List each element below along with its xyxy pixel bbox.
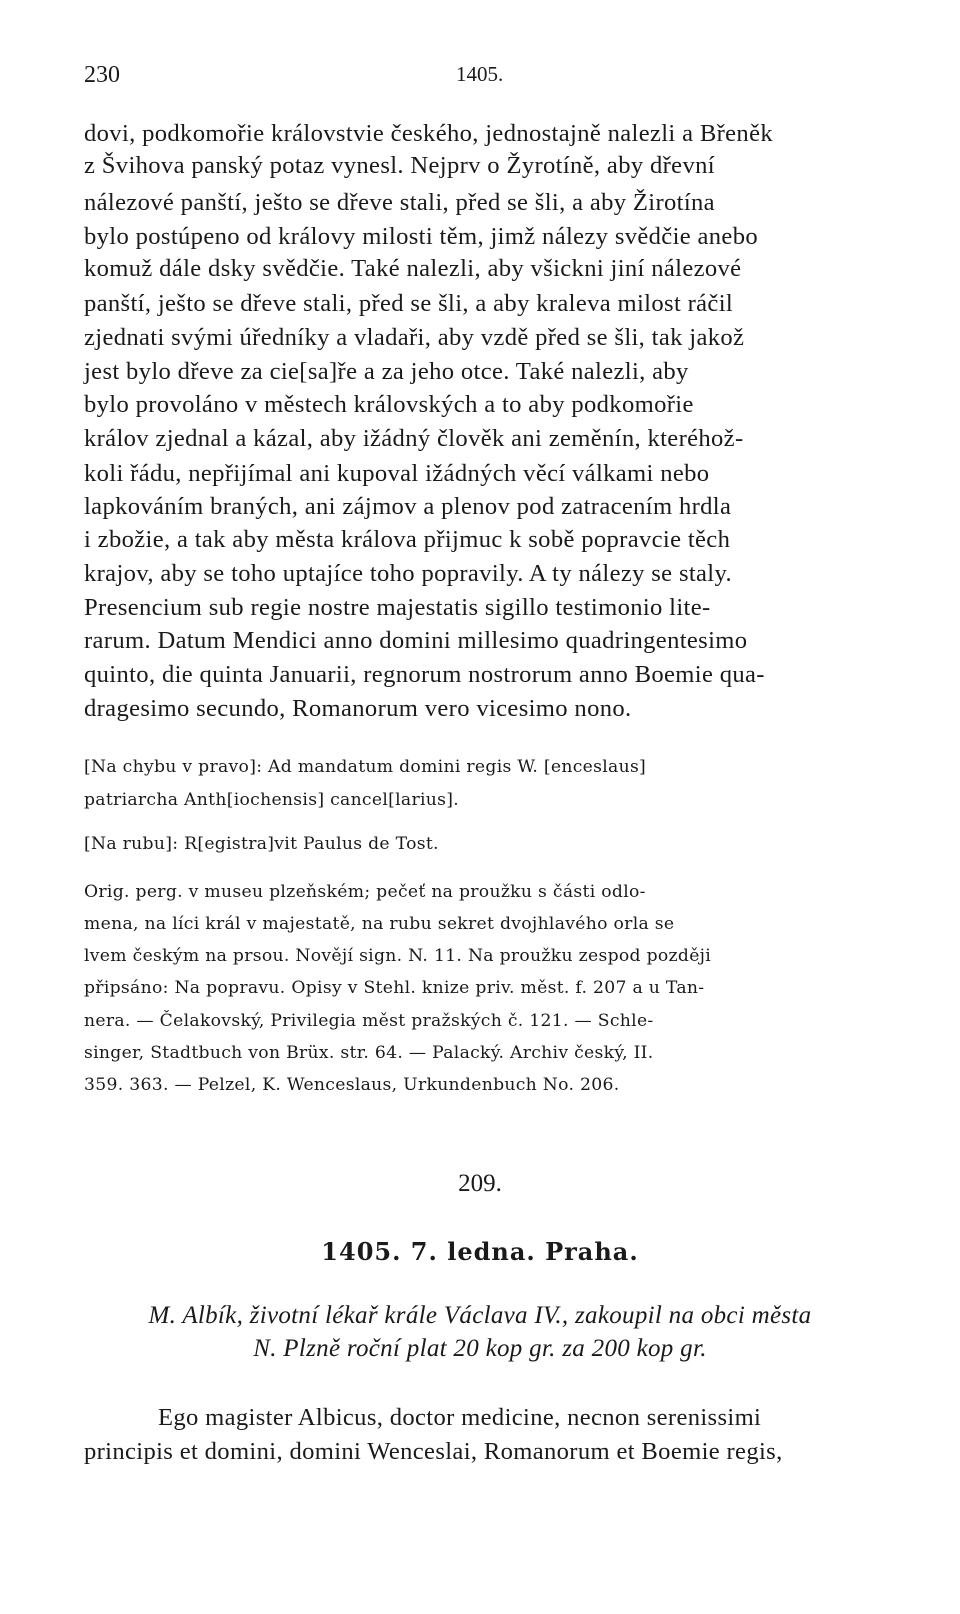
body-line: králov zjednal a kázal, aby ižádný člověk ani zeměnín, kteréhož- xyxy=(84,425,744,452)
document-number: 209. xyxy=(458,1170,502,1197)
body-line: bylo postúpeno od královy milosti těm, jimž nálezy svědčie anebo xyxy=(84,223,758,250)
document-text-line: principis et domini, domini Wenceslai, Romanorum et Boemie regis, xyxy=(84,1438,783,1465)
body-line: jest bylo dřeve za cie[sa]ře a za jeho otce. Také nalezli, aby xyxy=(84,358,689,385)
apparatus-line: singer, Stadtbuch von Brüx. str. 64. — Palacký. Archiv český, II. xyxy=(84,1043,654,1063)
apparatus-line: lvem českým na prsou. Novějí sign. N. 11. Na proužku zespod později xyxy=(84,946,712,966)
body-line: dragesimo secundo, Romanorum vero vicesimo nono. xyxy=(84,695,632,722)
body-line: dovi, podkomořie královstvie českého, jednostajně nalezli a Břeněk xyxy=(84,120,773,147)
body-line: z Švihova panský potaz vynesl. Nejprv o Žyrotíně, aby dřevní xyxy=(84,152,715,179)
apparatus-line: 359. 363. — Pelzel, K. Wenceslaus, Urkundenbuch No. 206. xyxy=(84,1075,620,1095)
left-margin-note: [Na chybu v pravo]: Ad mandatum domini regis W. [enceslaus] xyxy=(84,757,647,777)
apparatus-line: nera. — Čelakovský, Privilegia měst pražských č. 121. — Schle- xyxy=(84,1011,654,1031)
page-number: 230 xyxy=(84,62,120,88)
apparatus-line: Orig. perg. v museu plzeňském; pečeť na proužku s části odlo- xyxy=(84,882,646,902)
body-line: rarum. Datum Mendici anno domini millesimo quadringentesimo xyxy=(84,627,748,654)
body-line: lapkováním braných, ani zájmov a plenov pod zatracením hrdla xyxy=(84,493,732,520)
dorse-note: [Na rubu]: R[egistra]vit Paulus de Tost. xyxy=(84,834,439,854)
regest-line: N. Plzně roční plat 20 kop gr. za 200 kop gr. xyxy=(253,1335,707,1362)
body-line: i zbožie, a tak aby města králova přijmuc k sobě popravcie těch xyxy=(84,526,731,553)
apparatus-line: mena, na líci král v majestatě, na rubu sekret dvojhlavého orla se xyxy=(84,914,675,934)
running-head: 1405. xyxy=(456,62,504,86)
document-date-heading: 1405. 7. ledna. Praha. xyxy=(321,1237,639,1266)
left-margin-note: patriarcha Anth[iochensis] cancel[larius]. xyxy=(84,790,460,810)
body-line: koli řádu, nepřijímal ani kupoval ižádných věcí válkami nebo xyxy=(84,460,710,487)
regest-line: M. Albík, životní lékař krále Václava IV., zakoupil na obci města xyxy=(148,1302,812,1329)
apparatus-line: připsáno: Na popravu. Opisy v Stehl. knize priv. měst. f. 207 a u Tan- xyxy=(84,978,705,998)
document-text-line: Ego magister Albicus, doctor medicine, necnon serenissimi xyxy=(158,1404,762,1431)
body-line: zjednati svými úředníky a vladaři, aby vzdě před se šli, tak jakož xyxy=(84,324,745,351)
body-line: nálezové panští, ješto se dřeve stali, před se šli, a aby Žirotína xyxy=(84,189,715,216)
body-line: komuž dále dsky svědčie. Také nalezli, aby všickni jiní nálezové xyxy=(84,255,742,282)
body-line: quinto, die quinta Januarii, regnorum nostrorum anno Boemie qua- xyxy=(84,661,765,688)
body-line: krajov, aby se toho uptajíce toho popravily. A ty nálezy se staly. xyxy=(84,560,733,587)
body-line: Presencium sub regie nostre majestatis sigillo testimonio lite- xyxy=(84,594,711,621)
page-header xyxy=(84,62,884,98)
body-line: bylo provoláno v městech královských a to aby podkomořie xyxy=(84,391,694,418)
body-line: panští, ješto se dřeve stali, před se šli, a aby kraleva milost ráčil xyxy=(84,290,734,317)
